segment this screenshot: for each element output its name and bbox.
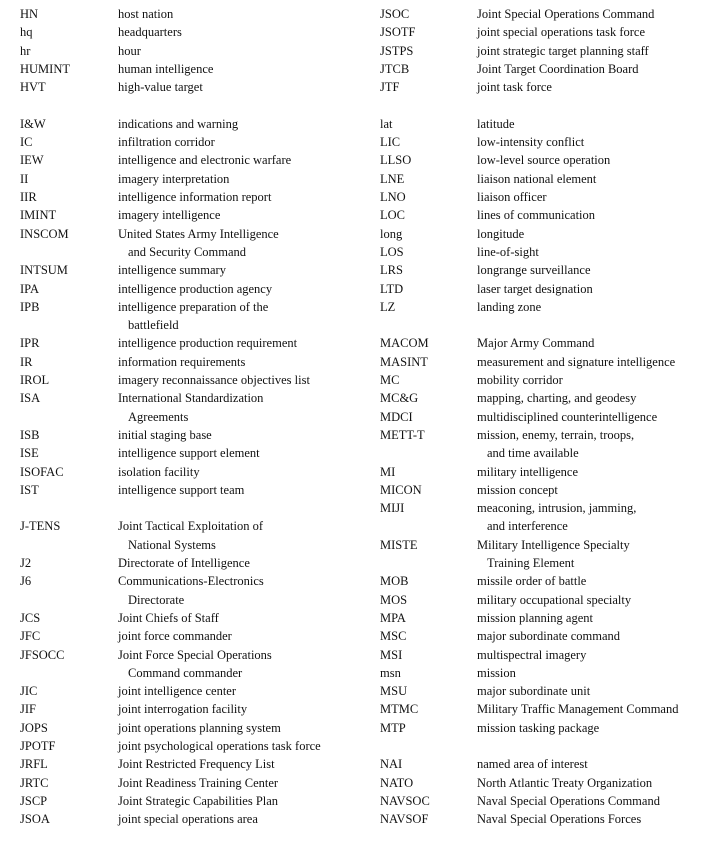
definition-continuation: Directorate — [128, 592, 185, 607]
entry-definition — [477, 536, 630, 573]
definition-line: Joint Restricted Frequency List — [118, 757, 275, 772]
entry-abbreviation: JRFL — [20, 757, 48, 772]
definition-continuation: battlefield — [128, 318, 179, 333]
entry-abbreviation: JRTC — [20, 775, 49, 790]
definition-line: intelligence and electronic warfare — [118, 153, 292, 168]
entry-definition — [477, 225, 524, 243]
entry-definition — [118, 261, 226, 279]
entry-definition — [477, 133, 584, 151]
entry-abbreviation: JFSOCC — [20, 647, 65, 662]
entry-abbreviation: long — [380, 226, 403, 241]
definition-continuation: Command commander — [128, 665, 243, 680]
entry-abbreviation: LZ — [380, 299, 396, 314]
entry-abbreviation: MC&G — [380, 391, 419, 406]
definition-line: missile order of battle — [477, 574, 587, 589]
entry-definition — [118, 206, 220, 224]
entry-abbreviation: MACOM — [380, 336, 429, 351]
entry-abbreviation: JIF — [20, 702, 36, 717]
entry-abbreviation: LIC — [380, 135, 401, 150]
definition-line: joint special operations task force — [477, 25, 645, 40]
entry-abbreviation: JSCP — [20, 793, 48, 808]
entry-abbreviation: INTSUM — [20, 263, 68, 278]
entry-definition — [118, 60, 213, 78]
entry-definition — [477, 60, 639, 78]
entry-abbreviation: ISB — [20, 427, 40, 442]
definition-line: joint intelligence center — [118, 684, 237, 699]
definition-line: military intelligence — [477, 464, 579, 479]
entry-definition — [477, 499, 636, 536]
definition-line: low-level source operation — [477, 153, 611, 168]
entry-definition — [118, 334, 297, 352]
entry-definition — [477, 463, 578, 481]
entry-abbreviation: IPB — [20, 299, 40, 314]
definition-line: line-of-sight — [477, 244, 539, 259]
entry-definition — [118, 353, 245, 371]
entry-abbreviation: INSCOM — [20, 226, 69, 241]
entry-definition — [118, 280, 272, 298]
entry-definition — [477, 481, 558, 499]
definition-line: mission, enemy, terrain, troops, — [477, 427, 635, 442]
definition-continuation: and time available — [487, 446, 579, 461]
definition-line: Naval Special Operations Forces — [477, 812, 642, 827]
entry-definition — [118, 298, 268, 335]
entry-definition — [477, 42, 649, 60]
entry-definition — [477, 627, 620, 645]
entry-abbreviation: MPA — [380, 610, 406, 625]
entry-definition — [118, 700, 247, 718]
entry-definition — [477, 408, 657, 426]
entry-definition — [118, 517, 263, 554]
definition-line: joint force commander — [118, 629, 232, 644]
entry-abbreviation: MISTE — [380, 537, 418, 552]
definition-line: Joint Special Operations Command — [477, 7, 655, 21]
definition-continuation: and Security Command — [128, 244, 247, 259]
entry-definition — [477, 755, 588, 773]
entry-definition — [118, 225, 279, 262]
definition-line: intelligence production agency — [118, 281, 273, 296]
entry-abbreviation: IC — [20, 135, 33, 150]
entry-definition — [118, 42, 141, 60]
entry-abbreviation: IMINT — [20, 208, 57, 223]
definition-line: intelligence production requirement — [118, 336, 298, 351]
definition-line: initial staging base — [118, 427, 212, 442]
entry-definition — [118, 151, 291, 169]
definition-line: isolation facility — [118, 464, 200, 479]
definition-line: Joint Force Special Operations — [118, 647, 272, 662]
definition-line: liaison national element — [477, 171, 597, 186]
entry-definition — [118, 572, 264, 609]
definition-line: Communications-Electronics — [118, 574, 264, 589]
definition-line: longitude — [477, 226, 525, 241]
entry-abbreviation: JSOA — [20, 812, 50, 827]
definition-line: joint psychological operations task force — [118, 739, 321, 753]
entry-abbreviation: LLSO — [380, 153, 412, 168]
entry-definition — [118, 792, 278, 810]
entry-abbreviation: JTF — [380, 80, 400, 95]
entry-definition — [118, 682, 236, 700]
entry-definition — [118, 646, 272, 683]
definition-line: high-value target — [118, 80, 203, 95]
definition-line: mission tasking package — [477, 720, 600, 735]
entry-definition — [477, 664, 516, 682]
entry-definition — [477, 609, 593, 627]
entry-abbreviation: JSTPS — [380, 43, 414, 58]
definition-line: imagery reconnaissance objectives list — [118, 373, 310, 387]
definition-line: laser target designation — [477, 281, 593, 296]
entry-abbreviation: IPR — [20, 336, 40, 351]
entry-abbreviation: IPA — [20, 281, 39, 296]
entry-definition — [118, 810, 258, 828]
entry-definition — [118, 719, 281, 737]
entry-definition — [477, 719, 599, 737]
definition-line: information requirements — [118, 354, 246, 369]
entry-definition — [118, 115, 238, 133]
definition-line: joint special operations area — [118, 812, 258, 827]
entry-definition — [118, 426, 212, 444]
definition-line: International Standardization — [118, 391, 264, 406]
definition-line: meaconing, intrusion, jamming, — [477, 501, 637, 516]
entry-abbreviation: MSU — [380, 684, 408, 699]
definition-line: Joint Strategic Capabilities Plan — [118, 793, 279, 808]
entry-definition — [118, 5, 173, 23]
definition-line: Directorate of Intelligence — [118, 556, 250, 570]
definition-line: human intelligence — [118, 61, 214, 76]
definition-line: liaison officer — [477, 190, 547, 204]
entry-abbreviation: MICON — [380, 482, 422, 497]
entry-definition — [118, 188, 271, 206]
definition-line: major subordinate command — [477, 629, 621, 644]
entry-definition — [477, 792, 660, 810]
entry-definition — [477, 353, 675, 371]
definition-line: military occupational specialty — [477, 592, 632, 607]
entry-definition — [118, 170, 229, 188]
definition-line: imagery intelligence — [118, 208, 221, 223]
definition-line: Joint Tactical Exploitation of — [118, 519, 264, 534]
entry-definition — [118, 133, 215, 151]
entry-abbreviation: hq — [20, 25, 33, 40]
entry-abbreviation: hr — [20, 43, 31, 58]
definition-line: indications and warning — [118, 116, 239, 131]
entry-abbreviation: LTD — [380, 281, 404, 296]
definition-line: lines of communication — [477, 208, 596, 223]
entry-abbreviation: JFC — [20, 629, 41, 644]
entry-abbreviation: NAVSOC — [380, 793, 430, 808]
entry-abbreviation: JOPS — [20, 720, 48, 735]
entry-definition — [118, 371, 310, 389]
entry-abbreviation: JSOC — [380, 7, 410, 21]
definition-line: hour — [118, 43, 141, 58]
entry-abbreviation: LOC — [380, 208, 405, 223]
entry-abbreviation: HUMINT — [20, 61, 70, 76]
entry-abbreviation: LNO — [380, 190, 406, 204]
definition-line: measurement and signature intelligence — [477, 354, 676, 369]
entry-abbreviation: NATO — [380, 775, 414, 790]
entry-definition — [477, 206, 595, 224]
definition-line: longrange surveillance — [477, 263, 591, 278]
entry-definition — [477, 371, 563, 389]
definition-line: mission — [477, 665, 516, 680]
definition-continuation: National Systems — [128, 537, 216, 552]
entry-definition — [477, 298, 541, 316]
definition-line: intelligence support element — [118, 446, 260, 461]
entry-abbreviation: ISE — [20, 446, 39, 461]
entry-abbreviation: JIC — [20, 684, 38, 699]
definition-line: joint interrogation facility — [118, 702, 248, 717]
entry-abbreviation: JTCB — [380, 61, 410, 76]
definition-line: Joint Chiefs of Staff — [118, 610, 219, 625]
definition-continuation: Agreements — [128, 409, 189, 424]
entry-definition — [477, 115, 515, 133]
entry-abbreviation: J-TENS — [20, 519, 61, 534]
entry-abbreviation: J2 — [20, 556, 32, 570]
definition-line: Military Traffic Management Command — [477, 702, 679, 717]
entry-definition — [477, 646, 586, 664]
entry-abbreviation: MIJI — [380, 501, 405, 516]
definition-line: major subordinate unit — [477, 684, 591, 699]
entry-abbreviation: HVT — [20, 80, 46, 95]
entry-abbreviation: MOS — [380, 592, 408, 607]
entry-abbreviation: MDCI — [380, 409, 413, 424]
entry-definition — [477, 78, 552, 96]
definition-continuation: Training Element — [487, 555, 575, 570]
entry-abbreviation: MTP — [380, 720, 406, 735]
entry-abbreviation: II — [20, 171, 29, 186]
definition-line: headquarters — [118, 25, 182, 40]
entry-definition — [477, 23, 645, 41]
definition-line: intelligence information report — [118, 190, 272, 204]
definition-line: intelligence preparation of the — [118, 299, 269, 314]
entry-definition — [118, 774, 278, 792]
entry-definition — [477, 810, 641, 828]
definition-line: joint strategic target planning staff — [477, 43, 649, 58]
entry-definition — [477, 5, 654, 23]
entry-abbreviation: MTMC — [380, 702, 419, 717]
definition-line: Military Intelligence Specialty — [477, 537, 630, 552]
entry-abbreviation: MASINT — [380, 354, 428, 369]
definition-line: intelligence summary — [118, 263, 226, 278]
entry-abbreviation: JCS — [20, 610, 41, 625]
entry-definition — [118, 389, 263, 426]
definition-line: infiltration corridor — [118, 135, 215, 150]
entry-abbreviation: J6 — [20, 574, 32, 589]
entry-definition — [477, 774, 652, 792]
definition-line: named area of interest — [477, 757, 588, 772]
entry-definition — [118, 78, 203, 96]
entry-definition — [477, 280, 593, 298]
entry-definition — [477, 572, 586, 590]
entry-abbreviation: msn — [380, 665, 401, 680]
entry-definition — [118, 755, 275, 773]
entry-abbreviation: IEW — [20, 153, 44, 168]
entry-abbreviation: IROL — [20, 373, 50, 387]
definition-line: Joint Target Coordination Board — [477, 61, 639, 76]
entry-definition — [118, 23, 182, 41]
entry-abbreviation: MOB — [380, 574, 409, 589]
definition-line: low-intensity conflict — [477, 135, 585, 150]
definition-line: joint operations planning system — [118, 720, 281, 735]
entry-definition — [477, 682, 590, 700]
entry-abbreviation: LRS — [380, 263, 403, 278]
definition-line: Major Army Command — [477, 336, 595, 351]
entry-abbreviation: ISA — [20, 391, 41, 406]
entry-abbreviation: JPOTF — [20, 739, 56, 753]
definition-line: Joint Readiness Training Center — [118, 775, 279, 790]
entry-abbreviation: MSI — [380, 647, 403, 662]
definition-line: latitude — [477, 116, 515, 131]
entry-definition — [477, 261, 591, 279]
definition-continuation: and interference — [487, 519, 568, 534]
entry-definition — [477, 170, 596, 188]
entry-abbreviation: MSC — [380, 629, 407, 644]
definition-line: intelligence support team — [118, 482, 245, 497]
entry-definition — [118, 481, 244, 499]
entry-abbreviation: IR — [20, 354, 33, 369]
entry-abbreviation: LNE — [380, 171, 405, 186]
entry-abbreviation: NAVSOF — [380, 812, 429, 827]
definition-line: mission concept — [477, 482, 558, 497]
definition-line: multispectral imagery — [477, 647, 587, 662]
entry-abbreviation: MI — [380, 464, 396, 479]
entry-definition — [118, 444, 260, 462]
entry-definition — [118, 554, 250, 572]
entry-definition — [477, 700, 678, 718]
definition-line: landing zone — [477, 299, 542, 314]
entry-abbreviation: HN — [20, 7, 39, 21]
definition-line: mission planning agent — [477, 610, 593, 625]
entry-abbreviation: ISOFAC — [20, 464, 64, 479]
entry-definition — [118, 609, 219, 627]
entry-definition — [477, 334, 594, 352]
definition-line: mobility corridor — [477, 373, 563, 387]
definition-line: Naval Special Operations Command — [477, 793, 660, 808]
definition-line: mapping, charting, and geodesy — [477, 391, 637, 406]
entry-definition — [118, 627, 232, 645]
definition-line: host nation — [118, 7, 174, 21]
entry-definition — [477, 151, 610, 169]
entry-definition — [477, 389, 636, 407]
entry-abbreviation: I&W — [20, 116, 46, 131]
definition-line: United States Army Intelligence — [118, 226, 279, 241]
entry-definition — [477, 188, 547, 206]
entry-abbreviation: METT-T — [380, 427, 425, 442]
entry-definition — [118, 737, 321, 755]
entry-abbreviation: JSOTF — [380, 25, 416, 40]
entry-abbreviation: IST — [20, 482, 39, 497]
entry-abbreviation: MC — [380, 373, 400, 387]
entry-definition — [477, 426, 634, 463]
entry-abbreviation: IIR — [20, 190, 37, 204]
entry-abbreviation: LOS — [380, 244, 404, 259]
definition-line: North Atlantic Treaty Organization — [477, 775, 653, 790]
definition-line: multidisciplined counterintelligence — [477, 409, 658, 424]
entry-definition — [477, 591, 631, 609]
entry-definition — [118, 463, 200, 481]
definition-line: imagery interpretation — [118, 171, 230, 186]
entry-definition — [477, 243, 539, 261]
definition-line: joint task force — [477, 80, 552, 95]
entry-abbreviation: lat — [380, 116, 393, 131]
entry-abbreviation: NAI — [380, 757, 403, 772]
